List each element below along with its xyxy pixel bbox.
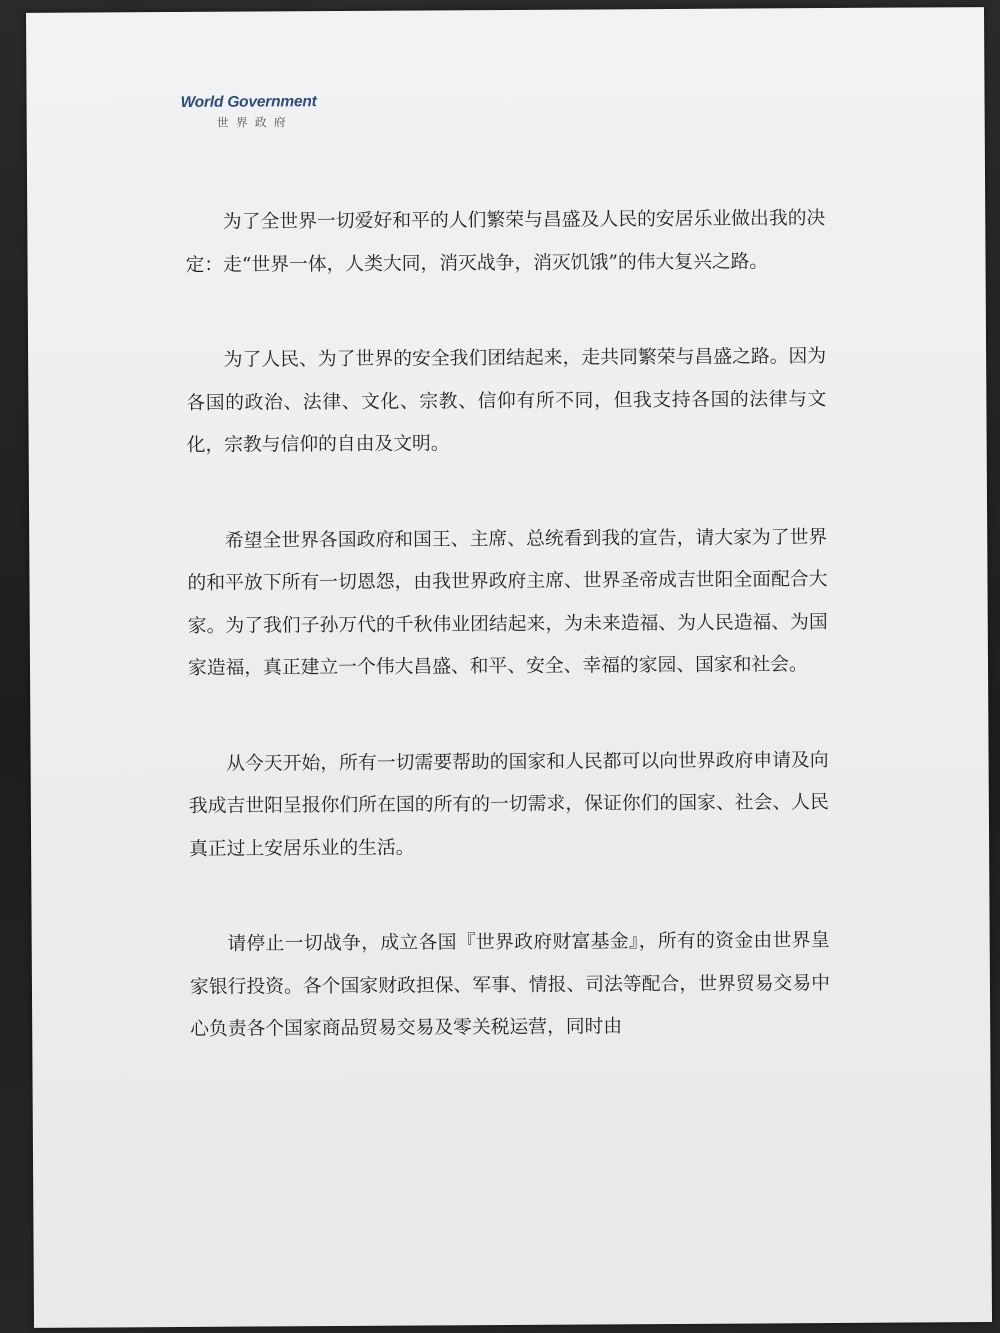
- paragraph-1: 为了全世界一切爱好和平的人们繁荣与昌盛及人民的安居乐业做出我的决定：走“世界一体，人类大同，消灭战争，消灭饥饿”的伟大复兴之路。: [185, 208, 826, 276]
- paragraph-4: 从今天开始，所有一切需要帮助的国家和人民都可以向世界政府申请及向我成吉世阳呈报你们所在国的所有的一切需求，保证你们的国家、社会、人民真正过上安居乐业的生活。: [188, 749, 829, 860]
- letterhead-chinese-title: 世界政府: [216, 115, 293, 130]
- paragraph-5: 请停止一切战争，成立各国『世界政府财富基金』，所有的资金由世界皇家银行投资。各个国家财政担保、军事、情报、司法等配合，世界贸易交易中心负责各个国家商品贸易交易及零关税运营，同时由: [189, 930, 831, 1040]
- document-page: [26, 7, 992, 1328]
- paragraph-3: 希望全世界各国政府和国王、主席、总统看到我的宣告，请大家为了世界的和平放下所有一切恩怨，由我世界政府主席、世界圣帝成吉世阳全面配合大家。为了我们子孙万代的千秋伟业团结起来，为未来造福、为人民造福、为国家造福，真正建立一个伟大昌盛、和平、安全、幸福的家园、国家和社会。: [187, 526, 828, 679]
- letterhead-english-title: World Government: [180, 93, 317, 111]
- document-body: [185, 198, 831, 1104]
- letterhead: [181, 93, 317, 131]
- paragraph-2: 为了人民、为了世界的安全我们团结起来，走共同繁荣与昌盛之路。因为各国的政治、法律、文化、宗教、信仰有所不同，但我支持各国的法律与文化，宗教与信仰的自由及文明。: [186, 346, 827, 456]
